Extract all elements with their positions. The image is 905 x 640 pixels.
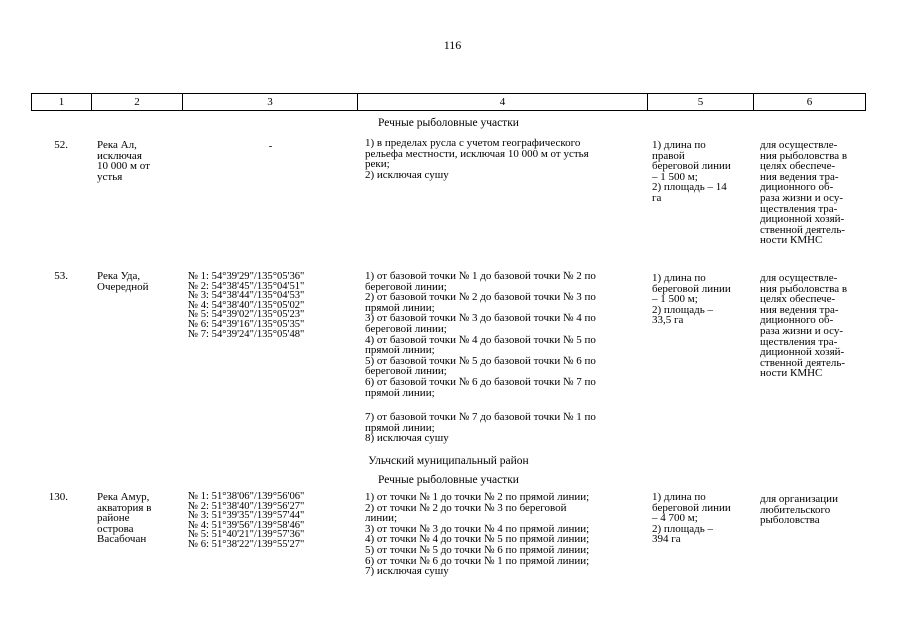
coordinates: № 1: 51°38'06"/139°56'06" № 2: 51°38'40"/139°56'27" № 3: 51°39'35"/139°57'44" № 4: 51°39'56"/139°58'46" № 5: 51°40'21"/139°57'36" № 6: 51°38'22"/139°55'27" <box>188 491 305 550</box>
area-name: Река Амур, акватория в районе острова Васабочан <box>97 491 152 546</box>
coordinates: - <box>268 141 273 152</box>
boundary-description: 1) в пределах русла с учетом географического рельефа местности, исключая 10 000 м от устья реки; 2) исключая сушу <box>365 137 589 181</box>
row-number: 52. <box>54 139 68 151</box>
row-number: 130. <box>48 491 68 503</box>
area-name: Река Ал, исключая 10 000 м от устья <box>97 139 150 183</box>
area-parameters: 1) длина по правой береговой линии – 1 500 м; 2) площадь – 14 га <box>652 139 731 204</box>
table-header <box>31 93 866 111</box>
column-header-3: 3 <box>183 94 358 110</box>
coordinates: № 1: 54°39'29"/135°05'36" № 2: 54°38'45"/135°04'51" № 3: 54°38'44"/135°04'53" № 4: 54°38'40"/135°05'02" № 5: 54°39'02"/135°05'23" № 6: 54°39'16"/135°05'35" № 7: 54°39'24"/135°05'48" <box>188 271 305 340</box>
boundary-description-continued: 7) от базовой точки № 7 до базовой точки № 1 по прямой линии; 8) исключая сушу <box>365 411 596 445</box>
section-heading: Речные рыболовные участки <box>378 474 519 486</box>
column-header-1: 1 <box>32 94 92 110</box>
column-header-2: 2 <box>92 94 183 110</box>
column-header-4: 4 <box>358 94 648 110</box>
boundary-description: 1) от точки № 1 до точки № 2 по прямой линии; 2) от точки № 2 до точки № 3 по береговой линии; 3) от точки № 3 до точки № 4 по прямой линии; 4) от точки № 4 до точки № 5 по прямой линии; 5) от точки № 5 до точки № 6 по прямой линии; 6) от точки № 6 до точки № 1 по прямой линии; 7) исключая сушу <box>365 491 590 578</box>
row-number: 53. <box>54 270 68 282</box>
column-header-6: 6 <box>806 96 813 108</box>
section-heading: Речные рыболовные участки <box>378 117 519 129</box>
column-header-5: 5 <box>648 94 754 110</box>
area-purpose: для осуществле- ния рыболовства в целях обеспече- ния ведения тра- диционного об- раза жизни и осу- ществления тра- диционной хозяй- ственной деятель- ности КМНС <box>760 139 848 247</box>
area-name: Река Уда, Очередной <box>97 270 149 293</box>
area-parameters: 1) длина по береговой линии – 4 700 м; 2) площадь – 394 га <box>652 491 731 546</box>
boundary-description: 1) от базовой точки № 1 до базовой точки № 2 по береговой линии; 2) от базовой точки № 2 до базовой точки № 3 по прямой линии; 3) от базовой точки № 3 до базовой точки № 4 по береговой линии; 4) от базовой точки № 4 до базовой точки № 5 по прямой линии; 5) от базовой точки № 5 до базовой точки № 6 по береговой линии; 6) от базовой точки № 6 до базовой точки № 7 по прямой линии; <box>365 270 596 399</box>
area-parameters: 1) длина по береговой линии – 1 500 м; 2) площадь – 33,5 га <box>652 272 731 327</box>
area-purpose: для организации любительского рыболовства <box>760 493 838 527</box>
area-purpose: для осуществле- ния рыболовства в целях обеспече- ния ведения тра- диционного об- раза жизни и осу- ществления тра- диционной хозяй- ственной деятель- ности КМНС <box>760 272 848 380</box>
page-number: 116 <box>443 38 462 52</box>
district-heading: Ульчский муниципальный район <box>368 455 529 467</box>
